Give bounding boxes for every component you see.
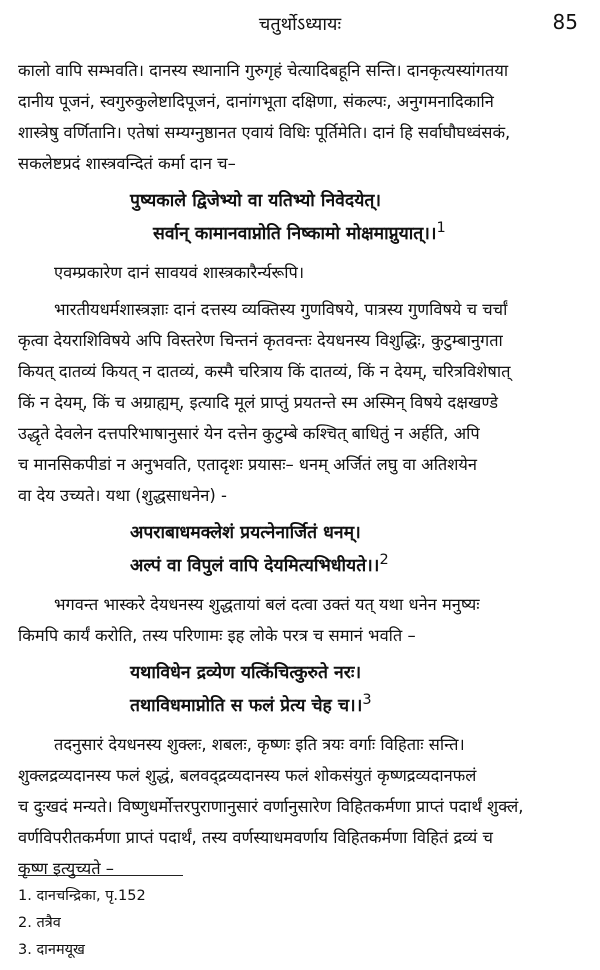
verse-line: पुष्यकाले द्विजेभ्यो वा यतिभ्यो निवेदयेत्। xyxy=(130,191,381,211)
body-text xyxy=(18,55,584,884)
text-line: कृष्ण इत्युच्यते – xyxy=(18,859,114,878)
verse-line: अपराबाधमक्लेशं प्रयत्नेनार्जितं धनम्। xyxy=(130,523,361,543)
verse-line: अल्पं वा विपुलं वापि देयमित्यभिधीयते।।$^2$ xyxy=(130,552,389,576)
verse-block-1 xyxy=(18,185,584,251)
text-line: च मानसिकपीडां न अनुभवति, एतादृशः प्रयासः– धनम् अर्जितं लघु वा अतिशयेन xyxy=(18,455,478,474)
text-line: उद्धृते देवलेन दत्तपरिभाषानुसारं येन दत्तेन कुटुम्बे कश्चित् बाधितुं न अर्हति, अपि xyxy=(18,424,480,443)
verse-block-2 xyxy=(18,517,584,583)
footnote-marker: 3 xyxy=(362,692,372,709)
text-line: कियत् दातव्यं कियत् न दातव्यं, कस्मै चरित्राय किं दातव्यं, किं न देयम्, चरित्रविशेषात् xyxy=(18,362,511,381)
page-header xyxy=(0,10,600,40)
chapter-title: चतुर्थोऽध्यायः xyxy=(258,14,342,35)
footnote-marker: 2 xyxy=(379,552,389,569)
paragraph-2: एवम्प्रकारेण दानं सावयवं शास्त्रकारैर्न्यरूपि। xyxy=(54,263,305,282)
footnotes xyxy=(18,883,578,964)
text-line: वा देय उच्यते। यथा (शुद्धसाधनेन) - xyxy=(18,486,227,505)
text-line: वर्णविपरीतकर्मणा प्राप्तं पदार्थं, तस्य वर्णस्याधमवर्णाय विहितकर्मणा विहितं द्रव्यं च xyxy=(18,828,493,847)
paragraph-3 xyxy=(18,294,584,511)
text-line: दानीय पूजनं, स्वगुरुकुलेष्टादिपूजनं, दानांगभूता दक्षिणा, संकल्पः, अनुगमनादिकानि xyxy=(18,92,494,111)
footnote-marker: 1 xyxy=(436,220,446,237)
footnote-1: 1. दानचन्द्रिका, पृ.152 xyxy=(18,888,146,904)
text-line: शास्त्रेषु वर्णितानि। एतेषां सम्यग्नुष्ठानत एवायं विधिः पूर्तिमेति। दानं हि सर्वाघौघध्वंसकं, xyxy=(18,123,511,142)
text-line: भगवन्त भास्करे देयधनस्य शुद्धतायां बलं दत्वा उक्तं यत् यथा धनेन मनुष्यः xyxy=(54,595,480,614)
text-line: शुक्लद्रव्यदानस्य फलं शुद्धं, बलवद्द्रव्यदानस्य फलं शोकसंयुतं कृष्णद्रव्यदानफलं xyxy=(18,766,477,785)
footnote-2: 2. तत्रैव xyxy=(18,915,61,931)
text-line: च दुःखदं मन्यते। विष्णुधर्मोत्तरपुराणानुसारं वर्णानुसारेण विहितकर्मणा प्राप्तं पदार्थं शुक्लं, xyxy=(18,797,524,816)
text-line: किं न देयम्, किं च अग्राह्यम्, इत्यादि मूलं प्राप्तुं प्रयतन्ते स्म अस्मिन् विषये दक्षखण्डे xyxy=(18,393,498,412)
verse-line: सर्वान् कामानवाप्नोति निष्कामो मोक्षमाप्नुयात्।।$^1$ xyxy=(153,220,446,244)
text-line: भारतीयधर्मशास्त्रज्ञाः दानं दत्तस्य व्यक्तिस्य गुणविषये, पात्रस्य गुणविषये च चर्चां xyxy=(54,300,508,319)
footnote-3: 3. दानमयूख xyxy=(18,942,85,958)
paragraph-5 xyxy=(18,729,584,884)
verse-block-3 xyxy=(18,657,584,723)
paragraph-4 xyxy=(18,589,584,651)
verse-line: तथाविधमाप्नोति स फलं प्रेत्य चेह च।।$^3$ xyxy=(130,692,372,716)
text-line: कृत्वा देयराशिविषये अपि विस्तरेण चिन्तनं कृतवन्तः देयधनस्य विशुद्धिः, कुटुम्बानुगता xyxy=(18,331,503,350)
page-number: 85 xyxy=(552,10,578,34)
text-line: सकलेष्टप्रदं शास्त्रवन्दितं कर्मा दान च– xyxy=(18,154,236,173)
verse-line: यथाविधेन द्रव्येण यत्किंचित्कुरुते नरः। xyxy=(130,663,362,683)
text-line: कालो वापि सम्भवति। दानस्य स्थानानि गुरुगृहं चेत्यादिबहूनि सन्ति। दानकृत्यस्यांगतया xyxy=(18,61,509,80)
footnote-divider xyxy=(18,875,183,876)
text-line: तदनुसारं देयधनस्य शुक्लः, शबलः, कृष्णः इति त्रयः वर्गाः विहिताः सन्ति। xyxy=(54,735,465,754)
paragraph-1 xyxy=(18,55,584,179)
text-line: किमपि कार्यं करोति, तस्य परिणामः इह लोके परत्र च समानं भवति – xyxy=(18,626,416,645)
